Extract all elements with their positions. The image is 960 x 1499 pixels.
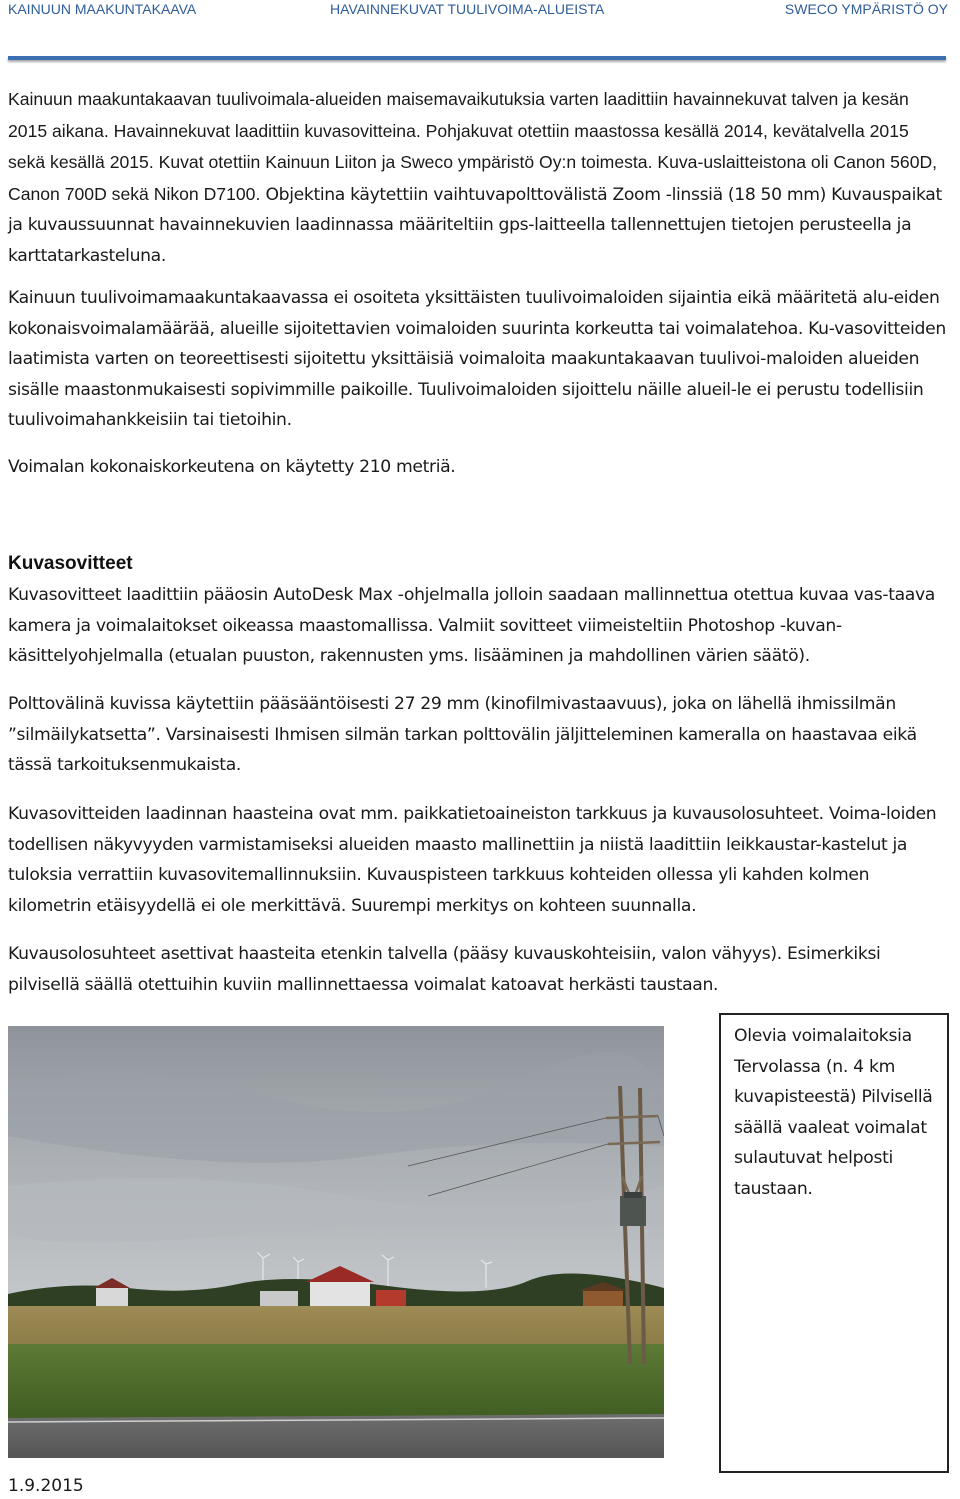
paragraph-2: Kainuun tuulivoimamaakuntakaavassa ei osoiteta yksittäisten tuulivoimaloiden sijaintia eikä määritetä alu-eiden kokonaisvoimalamäärää, alueille sijoitettavien voimaloiden suurinta korkeutta tai voimalatehoa. Ku-vasovitteiden laatimista varten on teoreettisesti sijoitettu yksittäisiä voimaloita maakuntakaavan tuulivoi-maloiden alueiden sisälle maastonmukaisesti sopivimmille paikoille. Tuulivoimaloiden sijoittelu näille alueil-le ei perustu todellisiin tuulivoimahankkeisiin tai tietoihin. [8, 288, 946, 430]
header-rule [8, 56, 946, 60]
section-paragraph-4: Kuvausolosuhteet asettivat haasteita etenkin talvella (pääsy kuvauskohteisiin, valon vähyys). Esimerkiksi pilvisellä säällä otettuihin kuviin mallinnettaessa voimalat katoavat herkästi taustaan. [8, 944, 881, 995]
photo-illustration [8, 1026, 664, 1458]
header-center: HAVAINNEKUVAT TUULIVOIMA-ALUEISTA [330, 1, 605, 17]
intro-part2: Objektina käytettiin vaihtuvapolttovälistä Zoom -linssiä (18 50 mm) Kuvauspaikat ja kuvaussuunnat havainnekuvien laadinnassa määriteltiin gps-laitteella tallennettujen tietojen perusteella ja karttatarkasteluna. [8, 184, 942, 266]
landscape-photo [8, 1026, 664, 1458]
caption-text: Olevia voimalaitoksia Tervolassa (n. 4 km kuvapisteestä) Pilvisellä säällä vaaleat voimalat sulautuvat helposti taustaan. [734, 1026, 933, 1199]
section-paragraph-3: Kuvasovitteiden laadinnan haasteina ovat mm. paikkatietoaineiston tarkkuus ja kuvausolosuhteet. Voima-loiden todellisen näkyvyyden varmistamiseksi alueiden maasto mallinettiin ja niistä laadittiin leikkaustar-kastelut ja tuloksia verrattiin kuvasovitemallinnuksiin. Kuvauspisteen tarkkuus kohteiden ollessa yli kahden kolmen kilometrin etäisyydellä ei ole merkittävä. Suurempi merkitys on kohteen suunnalla. [8, 804, 937, 916]
header-right: SWECO YMPÄRISTÖ OY [784, 1, 948, 17]
header-left: KAINUUN MAAKUNTAKAAVA [8, 1, 197, 17]
caption-box [719, 1013, 949, 1473]
paragraph-3: Voimalan kokonaiskorkeutena on käytetty 210 metriä. [8, 457, 456, 477]
page-header [0, 0, 960, 20]
date-label: 1.9.2015 [8, 1476, 84, 1496]
intro-paragraph [8, 84, 948, 271]
section-paragraph-2: Polttovälinä kuvissa käytettiin pääsääntöisesti 27 29 mm (kinofilmivastaavuus), joka on lähellä ihmissilmän ”silmäilykatsetta”. Varsinaisesti Ihmisen silmän tarkan polttovälin jäljitteleminen kameralla on haastavaa eikä tässä tarkoituksenmukaista. [8, 694, 917, 775]
section-paragraph-1: Kuvasovitteet laadittiin pääosin AutoDesk Max -ohjelmalla jolloin saadaan mallinnettua otettua kuvaa vas-taava kamera ja voimalaitokset oikeassa maastomallissa. Valmiit sovitteet viimeisteltiin Photoshop -kuvan-käsittelyohjelmalla (etualan puuston, rakennusten yms. lisääminen ja mahdollinen värien säätö). [8, 585, 935, 666]
intro-part1: Kainuun maakuntakaavan tuulivoimala-alueiden maisemavaikutuksia varten laadittiin havainnekuvat talven ja kesän 2015 aikana. Havainnekuvat laadittiin kuvasovitteina. Pohjakuvat otettiin maastossa kesällä 2014, kevätalvella 2015 sekä kesällä 2015. Kuvat otettiin Kainuun Liiton ja Sweco ympäristö Oy:n toimesta. Kuva-uslaitteistona oli Canon 560D, Canon 700D sekä Nikon D7100. [8, 89, 938, 204]
section-heading: Kuvasovitteet [8, 553, 133, 574]
